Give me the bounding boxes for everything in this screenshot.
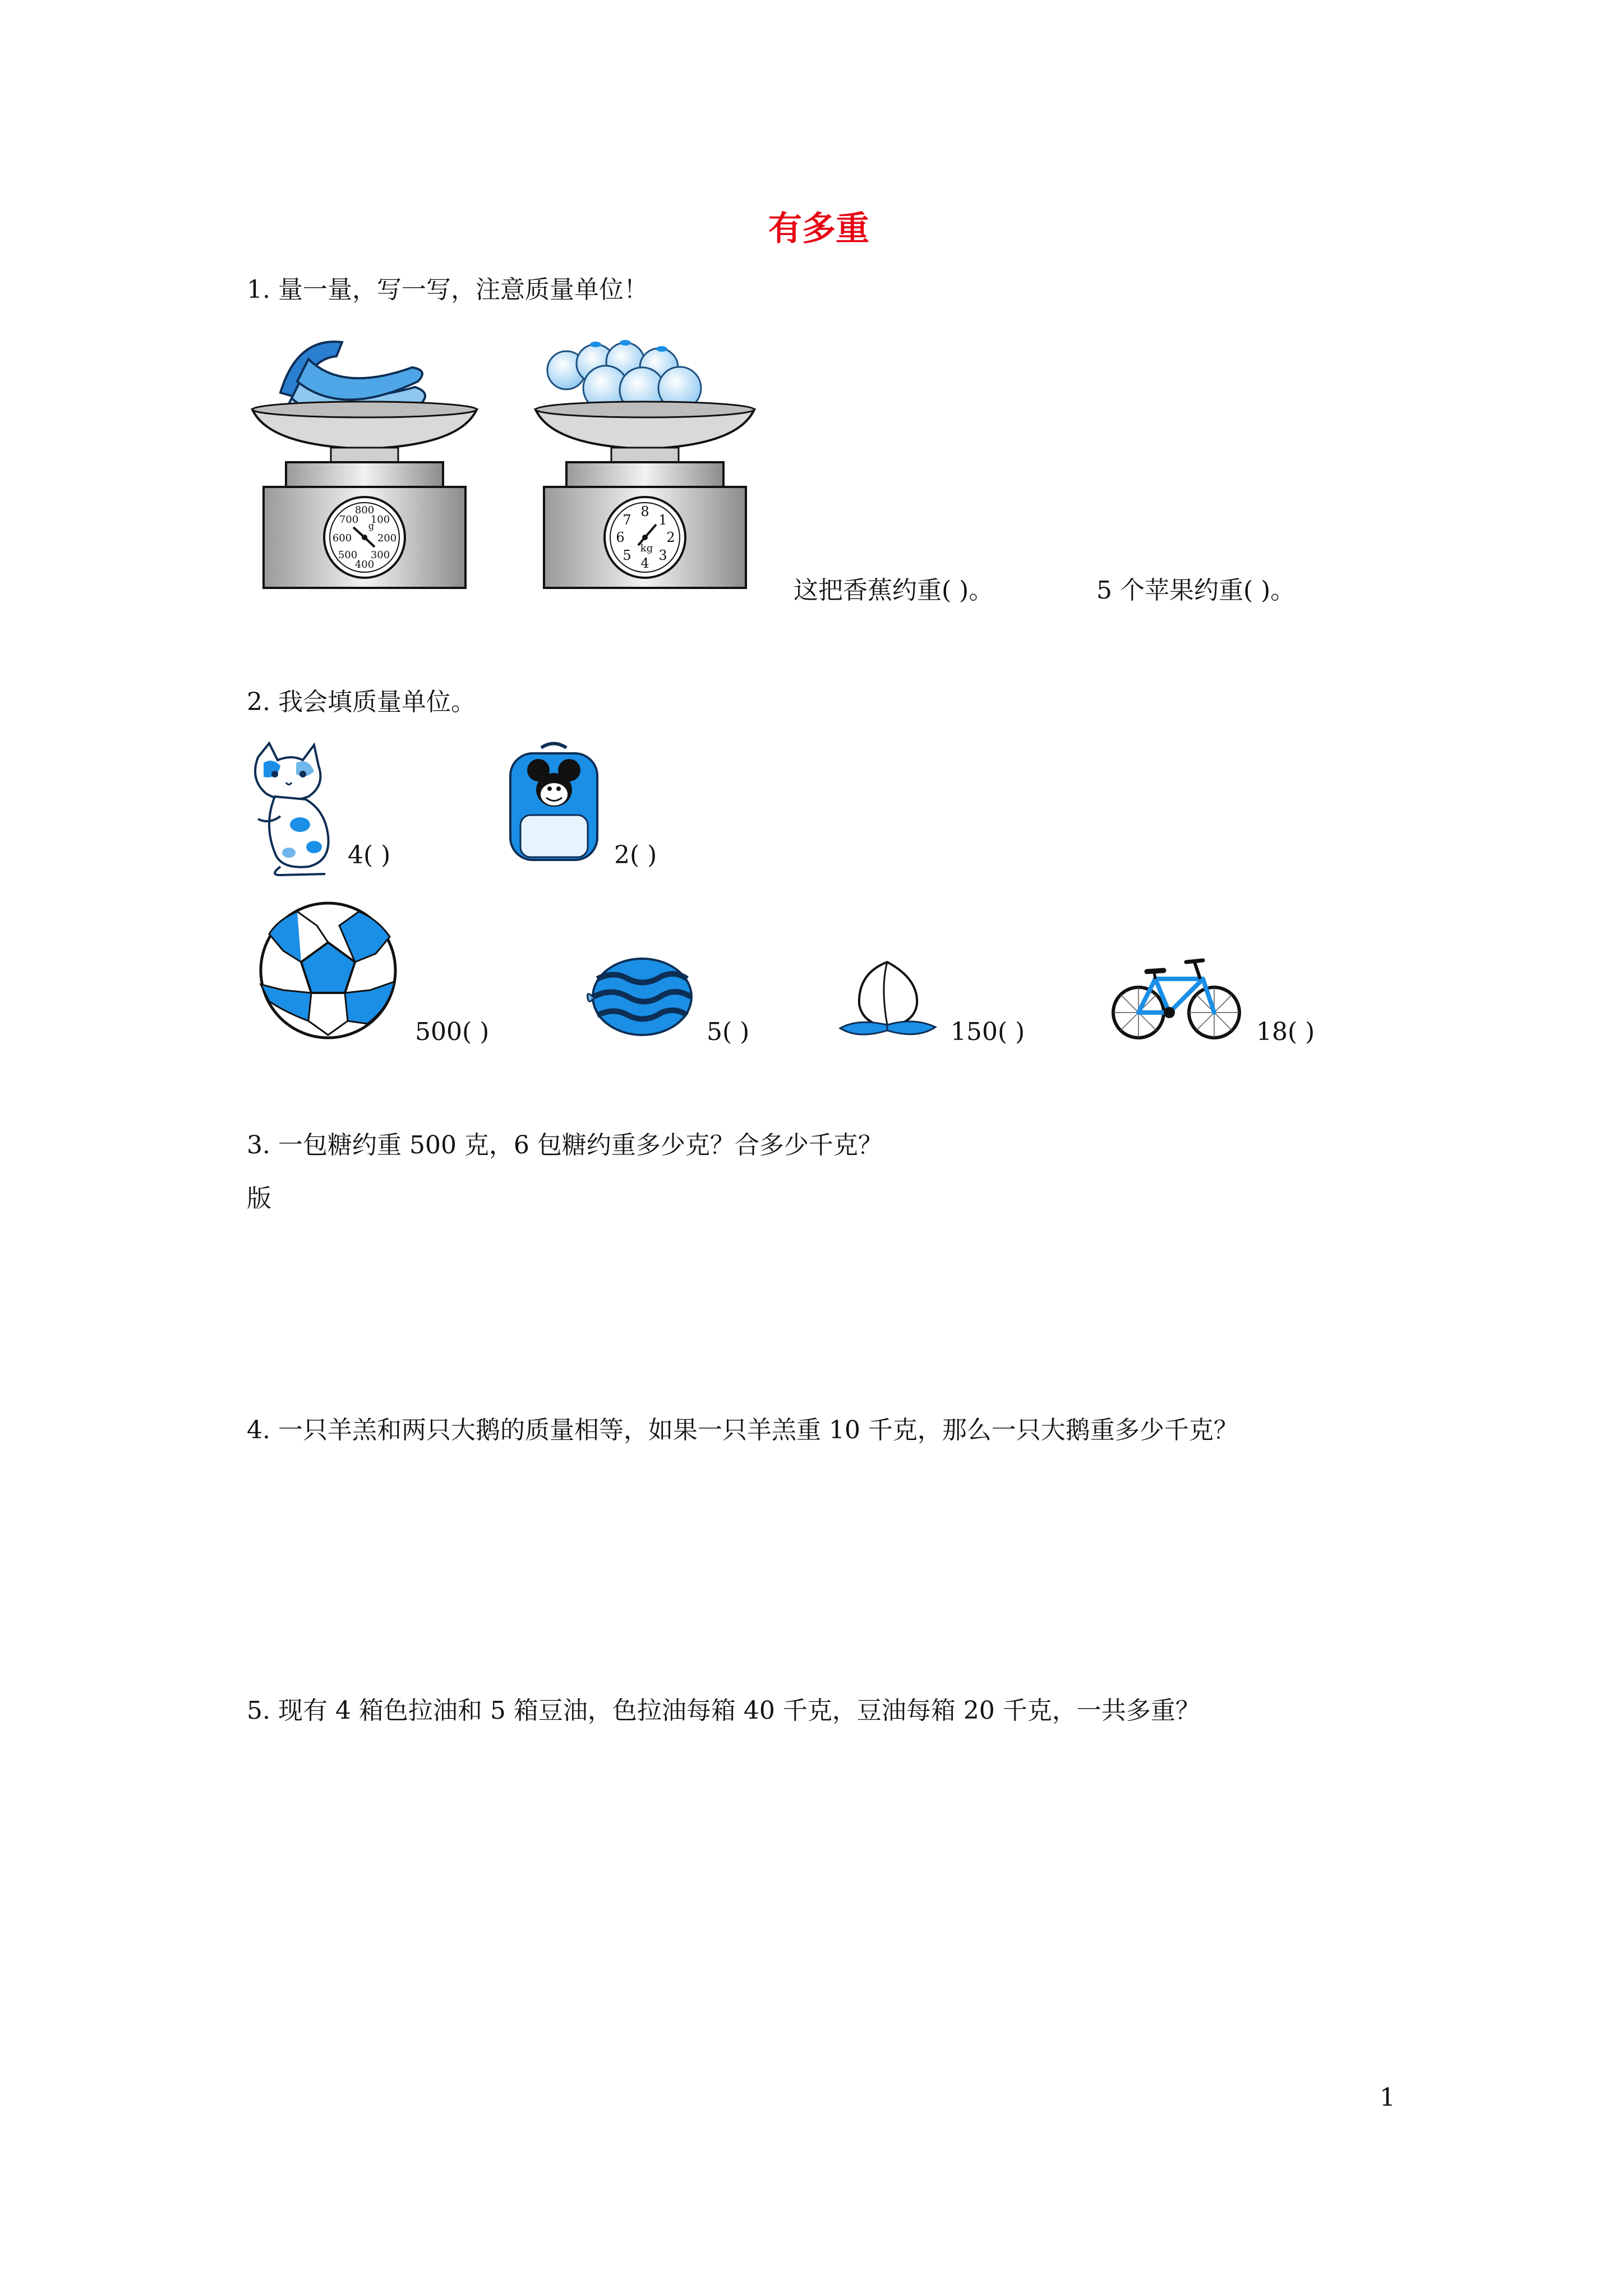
- dial-g-500: 500: [338, 549, 358, 561]
- answer-banana-weight: 这把香蕉约重( )。: [794, 576, 994, 605]
- dial-kg-2: 2: [666, 530, 675, 545]
- bicycle-illustration: [1110, 954, 1242, 1041]
- backpack-illustration: [505, 739, 603, 863]
- football-illustration: [255, 900, 401, 1041]
- apple-scale-illustration: [533, 337, 757, 595]
- dial-g-unit: g: [368, 521, 375, 531]
- dial-g-300: 300: [370, 549, 390, 561]
- dial-kg-5: 5: [623, 547, 631, 563]
- dial-g-800: 800: [354, 504, 375, 516]
- watermelon-illustration: [583, 956, 695, 1038]
- dial-kg-6: 6: [616, 530, 625, 545]
- dial-kg-7: 7: [623, 512, 631, 528]
- question-3-prompt: 3. 一包糖约重 500 克，6 包糖约重多少克？合多少千克？: [247, 1131, 883, 1159]
- question-2-prompt: 2. 我会填质量单位。: [247, 688, 476, 716]
- peach-illustration: [836, 956, 939, 1041]
- dial-g-700: 700: [339, 514, 359, 526]
- dial-g-100: 100: [370, 514, 390, 526]
- dial-kg-3: 3: [658, 547, 667, 563]
- cat-weight-blank: 4( ): [348, 841, 391, 869]
- answer-apple-weight: 5 个苹果约重( )。: [1096, 576, 1295, 605]
- page-number: 1: [1380, 2083, 1395, 2112]
- dial-g-400: 400: [354, 559, 375, 570]
- question-5-prompt: 5. 现有 4 箱色拉油和 5 箱豆油，色拉油每箱 40 千克，豆油每箱 20 千克，一共多重？: [247, 1696, 1200, 1725]
- watermelon-weight-blank: 5( ): [707, 1018, 750, 1046]
- cat-illustration: [247, 740, 336, 878]
- football-weight-blank: 500( ): [415, 1018, 490, 1046]
- dial-kg-8: 8: [640, 504, 649, 519]
- peach-weight-blank: 150( ): [951, 1018, 1025, 1046]
- dial-g-200: 200: [377, 532, 397, 544]
- banana-scale-illustration: [247, 325, 482, 595]
- dial-kg-1: 1: [658, 512, 667, 528]
- question-1-prompt: 1. 量一量，写一写，注意质量单位！: [247, 275, 648, 304]
- page-title: 有多重: [768, 209, 869, 249]
- dial-kg-unit: kg: [640, 542, 653, 554]
- dial-kg-4: 4: [640, 555, 649, 571]
- question-3-note: 版: [247, 1184, 271, 1213]
- backpack-weight-blank: 2( ): [614, 841, 657, 869]
- question-4-prompt: 4. 一只羊羔和两只大鹅的质量相等，如果一只羊羔重 10 千克，那么一只大鹅重多少千克？: [247, 1416, 1238, 1444]
- bicycle-weight-blank: 18( ): [1256, 1018, 1315, 1046]
- dial-g-600: 600: [332, 532, 352, 544]
